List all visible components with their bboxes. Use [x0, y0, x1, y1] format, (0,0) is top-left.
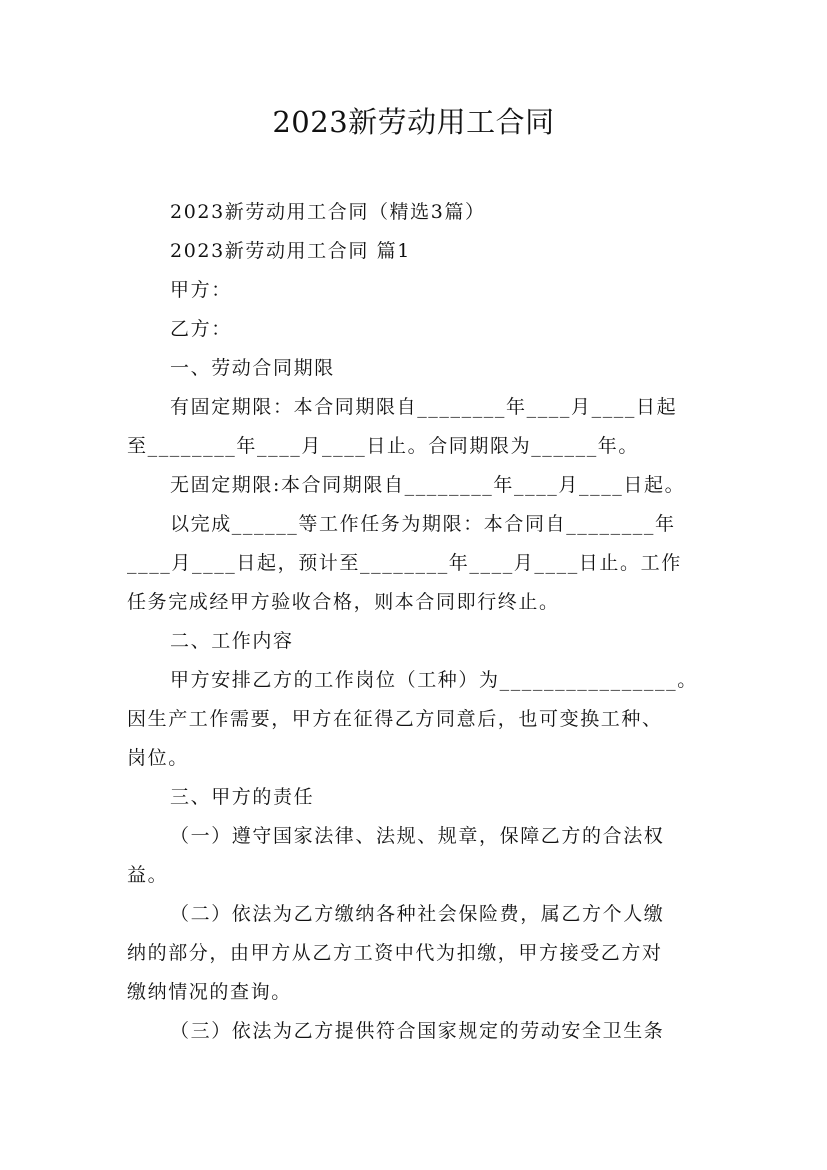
paragraph-line: （三）依法为乙方提供符合国家规定的劳动安全卫生条	[170, 1020, 665, 1042]
paragraph-line: 无固定期限:本合同期限自________年____月____日起。	[170, 474, 686, 496]
paragraph-line: （一）遵守国家法律、法规、规章，保障乙方的合法权	[170, 825, 665, 847]
paragraph-line: 有固定期限：本合同期限自________年____月____日起	[170, 396, 678, 418]
clause-heading-3: 三、甲方的责任	[170, 786, 315, 808]
document-title: 2023新劳动用工合同	[272, 105, 555, 139]
paragraph-line: ____月____日起，预计至________年____月____日止。工作	[127, 552, 682, 574]
paragraph-line: 因生产工作需要，甲方在征得乙方同意后，也可变换工种、	[127, 708, 663, 730]
paragraph-line: 以完成______等工作任务为期限：本合同自________年	[170, 513, 676, 535]
party-a-line: 甲方：	[170, 279, 232, 301]
section-heading-line: 2023新劳动用工合同 篇1	[170, 240, 411, 262]
paragraph-line: 岗位。	[127, 747, 189, 769]
paragraph-line: （二）依法为乙方缴纳各种社会保险费，属乙方个人缴	[170, 903, 665, 925]
paragraph-line: 甲方安排乙方的工作岗位（工种）为________________。	[170, 669, 698, 691]
paragraph-line: 纳的部分，由甲方从乙方工资中代为扣缴，甲方接受乙方对	[127, 942, 663, 964]
paragraph-line: 益。	[127, 864, 169, 886]
paragraph-line: 至________年____月____日止。合同期限为______年。	[127, 435, 640, 457]
paragraph-line: 任务完成经甲方验收合格，则本合同即行终止。	[127, 591, 560, 613]
party-b-line: 乙方：	[170, 318, 232, 340]
clause-heading-1: 一、劳动合同期限	[170, 357, 335, 379]
clause-heading-2: 二、工作内容	[170, 630, 294, 652]
subtitle-line: 2023新劳动用工合同（精选3篇）	[170, 201, 486, 223]
paragraph-line: 缴纳情况的查询。	[127, 981, 292, 1003]
